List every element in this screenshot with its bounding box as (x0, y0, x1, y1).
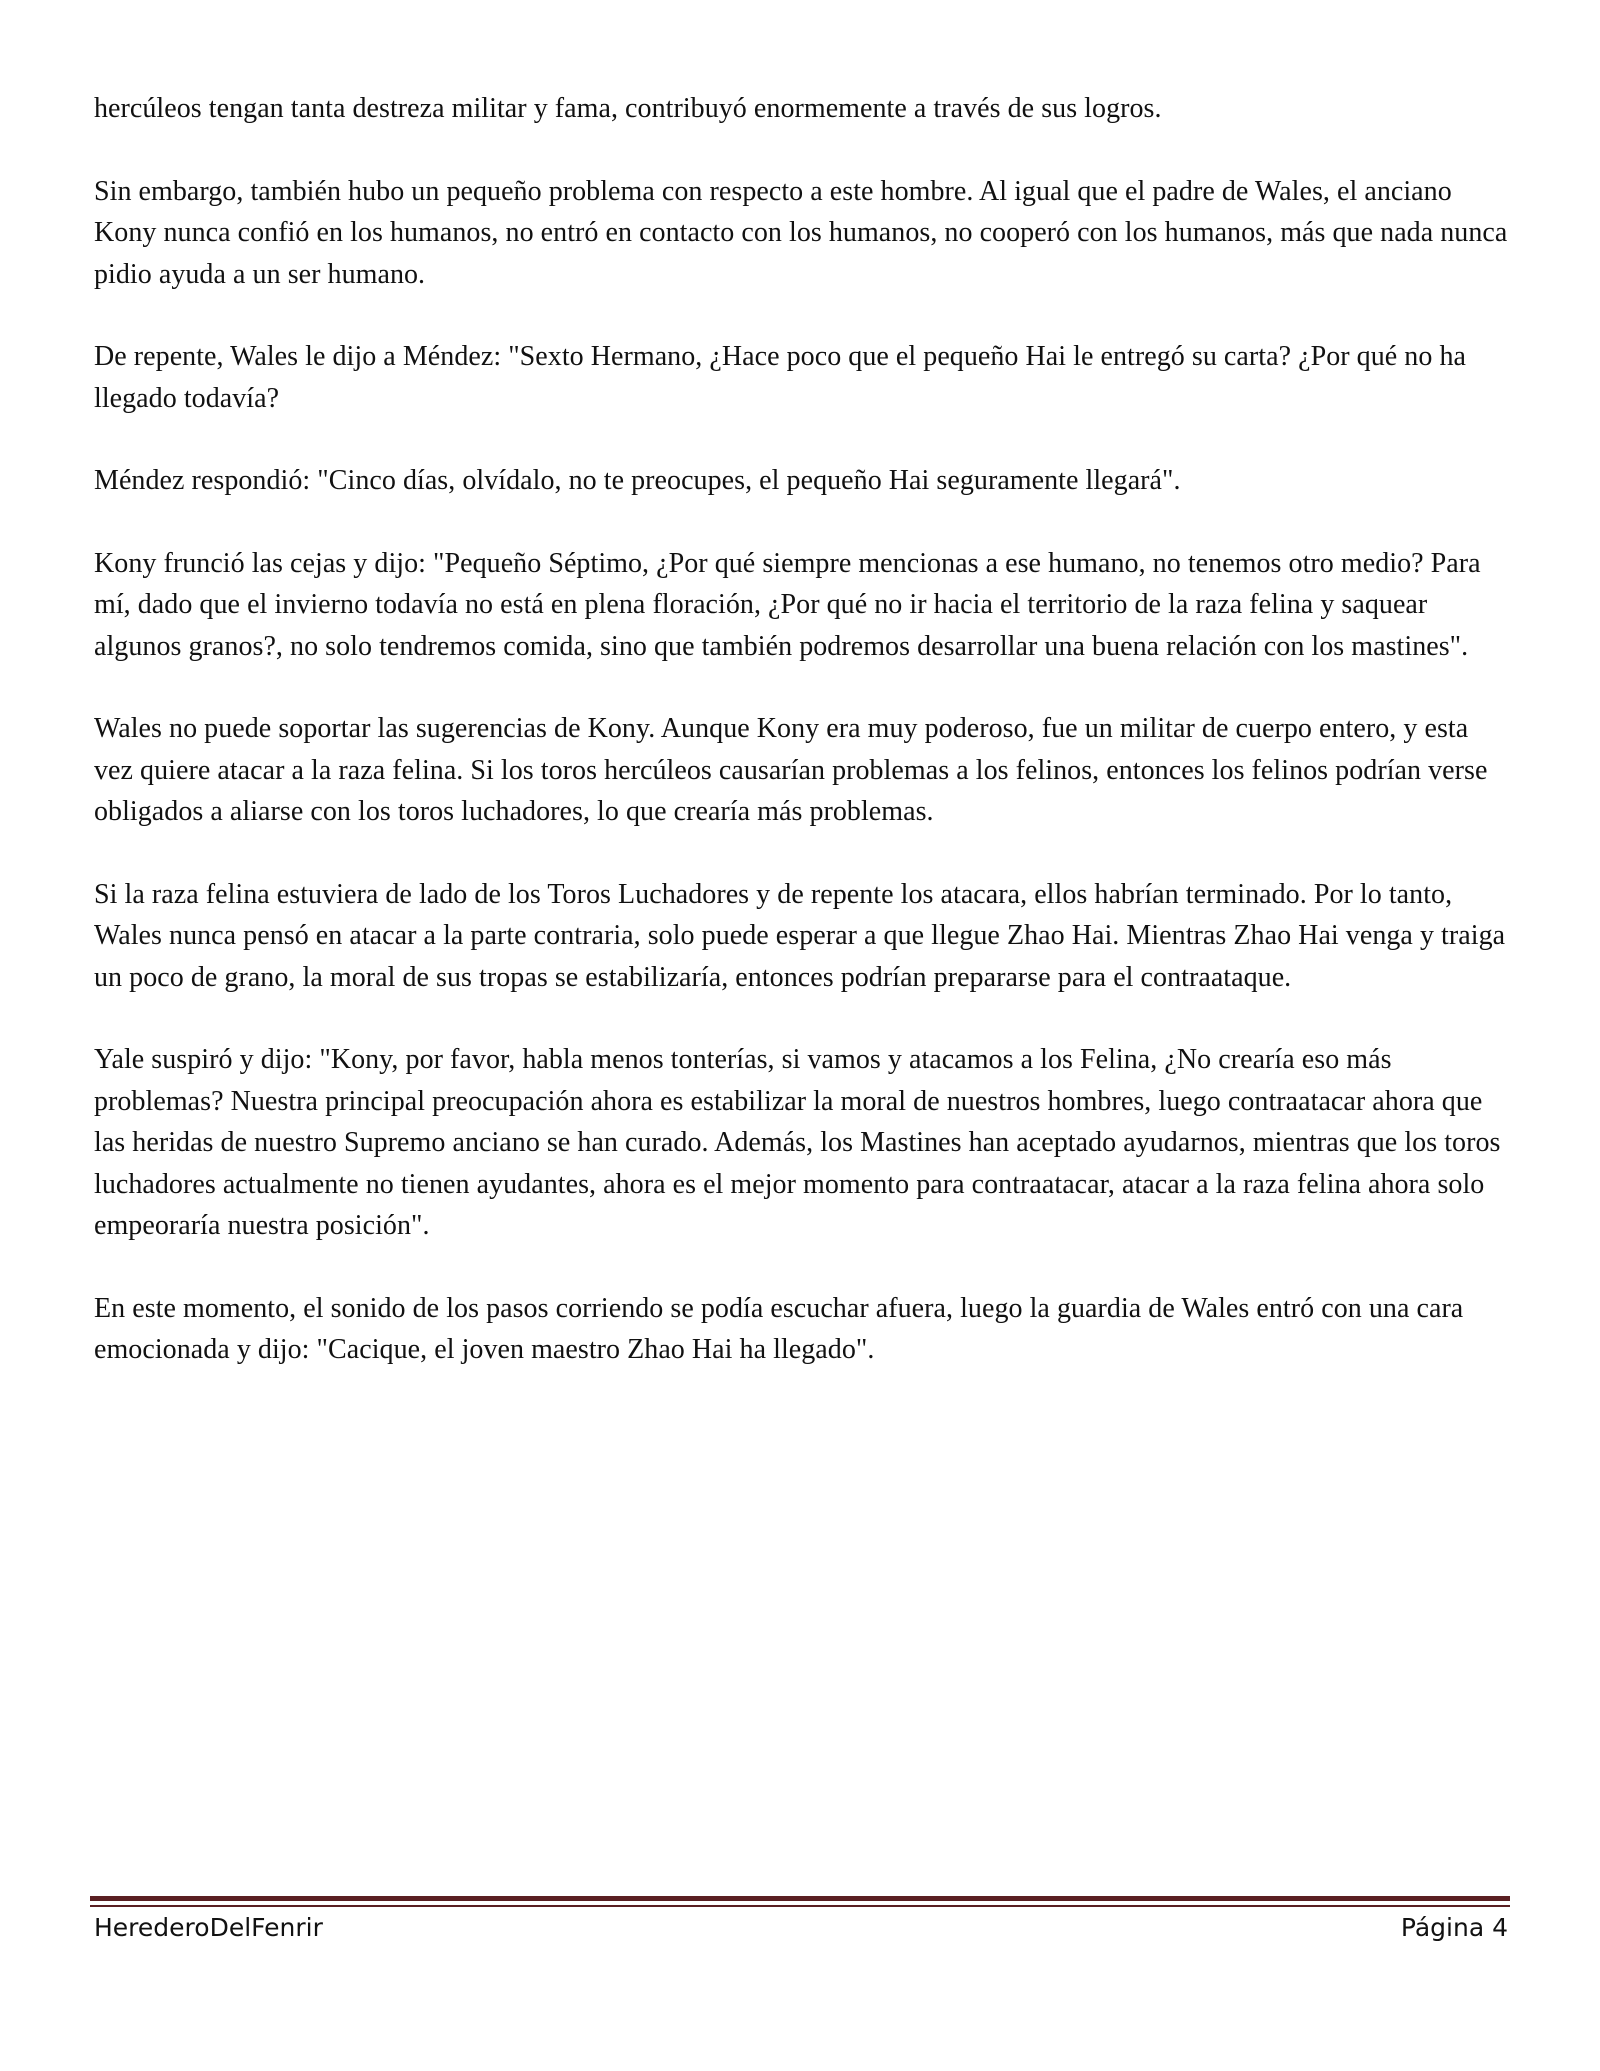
footer-rule-thin (90, 1905, 1510, 1907)
paragraph: Méndez respondió: "Cinco días, olvídalo, no te preocupes, el pequeño Hai seguramente llegará". (94, 465, 1181, 496)
paragraph: Yale suspiró y dijo: "Kony, por favor, habla menos tonterías, si vamos y atacamos a los Felina, ¿No crearía eso más problemas? Nuestra principal preocupación ahora es estabilizar la moral de nuestros hombres, luego contraatacar ahora que las heridas de nuestro Supremo anciano se han curado. Además, los Mastines han aceptado ayudarnos, mientras que los toros luchadores actualmente no tienen ayudantes, ahora es el mejor momento para contraatacar, atacar a la raza felina ahora solo empeoraría nuestra posición". (94, 1044, 1501, 1241)
page-body (94, 88, 1514, 1412)
paragraph: Kony frunció las cejas y dijo: "Pequeño Séptimo, ¿Por qué siempre mencionas a ese humano, no tenemos otro medio? Para mí, dado que el invierno todavía no está en plena floración, ¿Por qué no ir hacia el territorio de la raza felina y saquear algunos granos?, no solo tendremos comida, sino que también podremos desarrollar una buena relación con los mastines". (94, 547, 1481, 662)
footer-author: HerederoDelFenrir (94, 1913, 323, 1942)
paragraph: En este momento, el sonido de los pasos corriendo se podía escuchar afuera, luego la guardia de Wales entró con una cara emocionada y dijo: "Cacique, el joven maestro Zhao Hai ha llegado". (94, 1292, 1464, 1365)
paragraph: De repente, Wales le dijo a Méndez: "Sexto Hermano, ¿Hace poco que el pequeño Hai le entregó su carta? ¿Por qué no ha llegado todavía? (94, 341, 1466, 414)
page-number: Página 4 (1400, 1913, 1508, 1942)
paragraph: Sin embargo, también hubo un pequeño problema con respecto a este hombre. Al igual que el padre de Wales, el anciano Kony nunca confió en los humanos, no entró en contacto con los humanos, no cooperó con los humanos, más que nada nunca pidio ayuda a un ser humano. (94, 175, 1508, 290)
paragraph: Wales no puede soportar las sugerencias de Kony. Aunque Kony era muy poderoso, fue un militar de cuerpo entero, y esta vez quiere atacar a la raza felina. Si los toros hercúleos causarían problemas a los felinos, entonces los felinos podrían verse obligados a aliarse con los toros luchadores, lo que crearía más problemas. (94, 713, 1488, 827)
paragraph: hercúleos tengan tanta destreza militar y fama, contribuyó enormemente a través de sus logros. (94, 93, 1162, 124)
footer-rule (90, 1896, 1510, 1901)
paragraph: Si la raza felina estuviera de lado de los Toros Luchadores y de repente los atacara, ellos habrían terminado. Por lo tanto, Wales nunca pensó en atacar a la parte contraria, solo puede esperar a que llegue Zhao Hai. Mientras Zhao Hai venga y traiga un poco de grano, la moral de sus tropas se estabilizaría, entonces podrían prepararse para el contraataque. (94, 878, 1506, 993)
page-footer (94, 1908, 1508, 1948)
